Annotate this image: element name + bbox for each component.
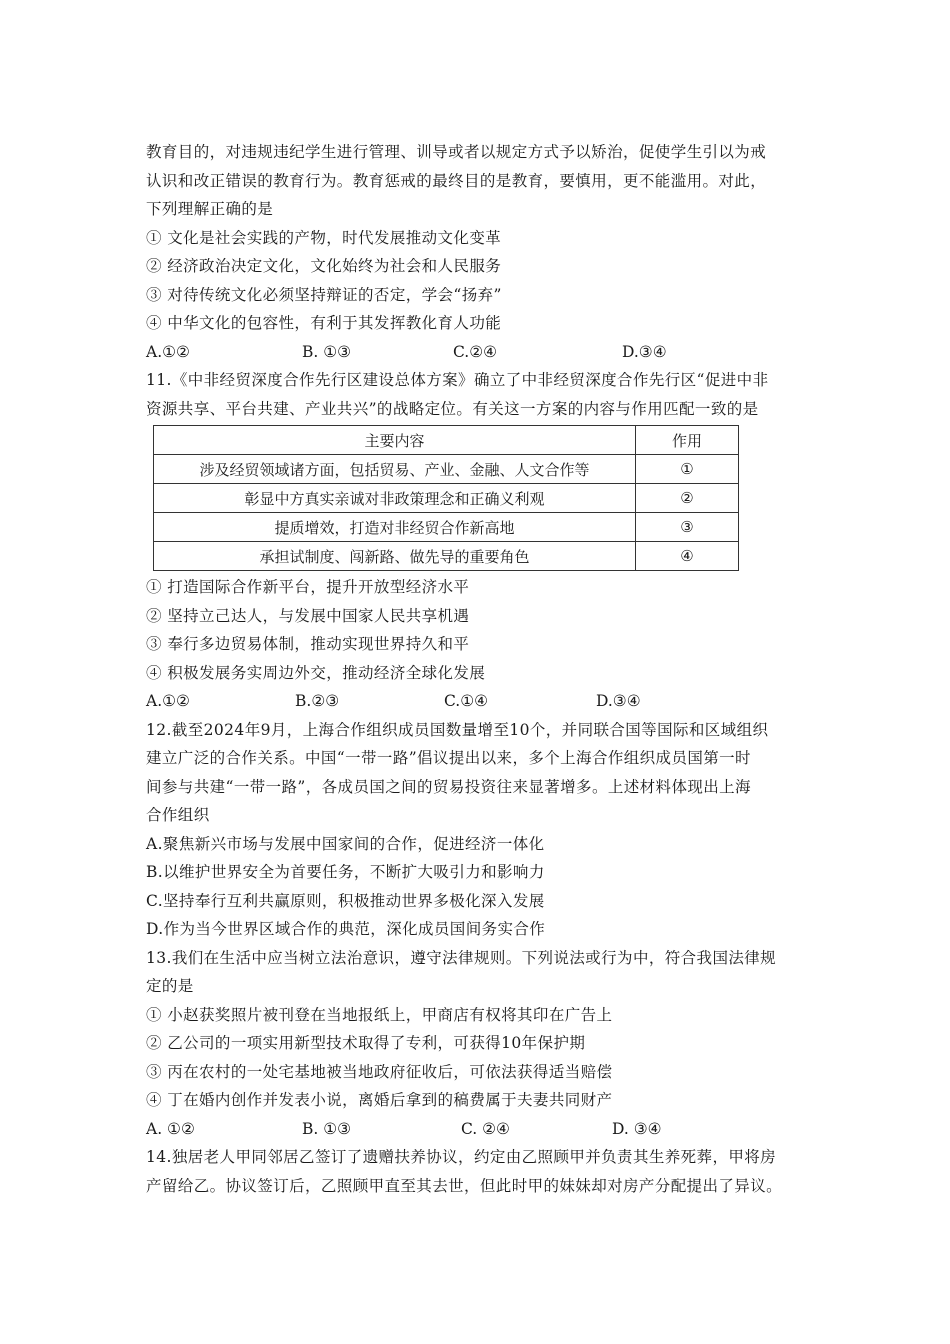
answer-options [146,687,806,716]
table-row [154,455,739,484]
statement-item: ② 经济政治决定文化，文化始终为社会和人民服务 [146,257,502,275]
question-10-continuation [146,138,806,366]
statement-item: ① 小赵获奖照片被刊登在当地报纸上，甲商店有权将其印在广告上 [146,1005,613,1024]
header-function: 作用 [636,426,739,455]
question-14 [146,1143,806,1200]
table-cell: ① [636,455,739,484]
table-cell: 承担试制度、闯新路、做先导的重要角色 [154,542,636,571]
option-b: B.②③ [295,692,340,710]
option-c: C.②④ [453,342,498,361]
table-cell: ② [636,484,739,513]
question-11 [146,366,806,716]
table-cell: 涉及经贸领域诸方面，包括贸易、产业、金融、人文合作等 [154,455,636,484]
header-content: 主要内容 [154,426,636,455]
table-header-row [154,426,739,455]
choice-c: C.坚持奉行互利共赢原则，积极推动世界多极化深入发展 [146,891,545,910]
content-function-table [153,425,739,571]
stem-line: 资源共享、平台共建、产业共兴”的战略定位。有关这一方案的内容与作用匹配一致的是 [146,399,759,418]
option-a: A.①② [146,692,190,710]
statement-item: ① 文化是社会实践的产物，时代发展推动文化变革 [146,228,502,247]
statement-item: ③ 丙在农村的一处宅基地被当地政府征收后，可依法获得适当赔偿 [146,1062,613,1081]
option-a: A.①② [146,342,190,361]
table-row [154,513,739,542]
table-row [154,542,739,571]
stem-line: 12.截至2024年9月，上海合作组织成员国数量增至10个，并同联合国等国际和区域组织 [146,720,769,739]
question-13 [146,944,806,1144]
stem-line: 定的是 [146,977,194,995]
option-c: C.①④ [444,692,489,710]
stem-line: 产留给乙。协议签订后，乙照顾甲直至其去世，但此时甲的妹妹却对房产分配提出了异议。 [146,1176,783,1195]
statement-item: ② 坚持立己达人，与发展中国家人民共享机遇 [146,606,470,625]
stem-line: 11.《中非经贸深度合作先行区建设总体方案》确立了中非经贸深度合作先行区“促进中非 [146,371,769,389]
option-c: C. ②④ [461,1119,510,1138]
statement-item: ② 乙公司的一项实用新型技术取得了专利，可获得10年保护期 [146,1034,586,1052]
option-d: D.③④ [596,692,641,710]
stem-line: 建立广泛的合作关系。中国“一带一路”倡议提出以来，多个上海合作组织成员国第一时 [146,749,751,767]
stem-line: 13.我们在生活中应当树立法治意识，遵守法律规则。下列说法或行为中，符合我国法律规 [146,948,777,967]
table-row [154,484,739,513]
choice-a: A.聚焦新兴市场与发展中国家间的合作，促进经济一体化 [146,834,545,853]
statement-item: ④ 丁在婚内创作并发表小说，离婚后拿到的稿费属于夫妻共同财产 [146,1091,613,1109]
answer-options [146,338,806,367]
stem-line: 教育目的，对违规违纪学生进行管理、训导或者以规定方式予以矫治，促使学生引以为戒 [146,143,767,161]
table-cell: ④ [636,542,739,571]
table-cell: 提质增效，打造对非经贸合作新高地 [154,513,636,542]
option-b: B. ①③ [302,1119,352,1138]
option-b: B. ①③ [302,342,352,361]
stem-line: 认识和改正错误的教育行为。教育惩戒的最终目的是教育，要慎用，更不能滥用。对此， [146,171,767,190]
stem-line: 下列理解正确的是 [146,200,274,218]
choice-b: B.以维护世界安全为首要任务，不断扩大吸引力和影响力 [146,863,545,881]
choice-d: D.作为当今世界区域合作的典范，深化成员国间务实合作 [146,920,546,938]
stem-line: 间参与共建“一带一路”，各成员国之间的贸易投资往来显著增多。上述材料体现出上海 [146,777,751,796]
question-12 [146,716,806,944]
option-a: A. ①② [146,1119,195,1138]
table-cell: 彰显中方真实亲诚对非政策理念和正确义利观 [154,484,636,513]
table-cell: ③ [636,513,739,542]
statement-item: ③ 奉行多边贸易体制，推动实现世界持久和平 [146,635,470,653]
answer-options [146,1115,806,1144]
stem-line: 合作组织 [146,806,210,824]
exam-page [146,138,806,1200]
option-d: D.③④ [622,342,667,361]
statement-item: ① 打造国际合作新平台，提升开放型经济水平 [146,578,470,596]
statement-item: ④ 中华文化的包容性，有利于其发挥教化育人功能 [146,314,502,332]
stem-line: 14.独居老人甲同邻居乙签订了遗赠扶养协议，约定由乙照顾甲并负责其生养死葬，甲将房 [146,1148,777,1166]
statement-item: ④ 积极发展务实周边外交，推动经济全球化发展 [146,663,486,682]
option-d: D. ③④ [612,1119,662,1138]
statement-item: ③ 对待传统文化必须坚持辩证的否定，学会“扬弃” [146,285,502,304]
